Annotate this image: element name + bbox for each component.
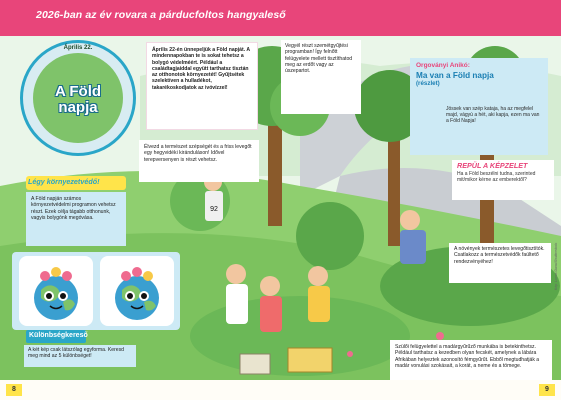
earth-character-icon	[100, 256, 174, 326]
poem-text: Jössek van szép kataja, ha az megfelel majd, vágyú a hét, aki kapja, ezen ma van a Föld Napja!	[446, 106, 540, 125]
poem-author: Orgoványi Anikó:	[416, 62, 470, 69]
puzzle-image-left[interactable]	[19, 256, 93, 326]
footer	[0, 380, 561, 400]
environmentalist-title: Légy környezetvédő!	[28, 177, 100, 186]
badge-title: A Föld napja	[54, 83, 102, 116]
cleanup-info-box: Vegyél részt szemétgyűjtési programban! Így felnőtt felügyelete mellett tisztíthatod meg az erdőt vagy az úszepartot.	[281, 40, 361, 114]
banner-title: 2026-ban az év rovara a párducfoltos hangyaleső	[36, 9, 286, 21]
poem-title: Ma van a Föld napja	[416, 71, 494, 81]
imagination-box	[452, 160, 554, 200]
bird-ringing-box: Szülői felügyelettel a madárgyűrűző munkába is betekinthetsz. Például tarthatsz a kezedben olyan fecskét, amelynek a lábára Afrikában helyeztek azonosító fémgyűrűt. Ebből megtudhatják a madár vonulási szokásait, a korát, a neme és a tömege.	[390, 340, 552, 394]
runner-bib-number: 92	[210, 206, 218, 213]
badge-date: Április 22.	[63, 45, 93, 51]
imagination-title: REPÜL A KÉPZELET	[457, 161, 528, 170]
page-number-right: 9	[539, 384, 555, 396]
poem-note: (részlet)	[416, 80, 440, 88]
puzzle-image-right[interactable]	[100, 256, 174, 326]
environmentalist-text: A Föld napján számos környezetvédelmi programon vehetsz részt. Ezek célja tágabb otthonunk, vagyis bolygónk megóvása.	[26, 192, 126, 246]
earth-character-icon	[19, 256, 93, 326]
tree-planting-box: A növények természetes levegőtisztítók. Csatlakozz a természetvédők faültető rendezvényéhez!	[449, 243, 551, 283]
image-credit: Kép: Lovas Dana/Shutterstock	[554, 242, 558, 290]
april-info-box: Április 22-én ünnepeljük a Föld napját. A mindennapokban te is sokat tehetsz a bolygó védelméért. Például a családtagjaiddal együtt tarthatsz tisztán az otthonotok környezetét! Gyűjtsétek szelektíven a hulladékot, takarékoskodjatok az ivóvízzel!	[146, 42, 258, 130]
page-number-left: 8	[6, 384, 22, 396]
difference-title: Különbségkereső	[29, 332, 88, 339]
poem-box	[410, 58, 548, 155]
hiking-info-box: Élvezd a természet szépségét és a friss levegőt egy hegyvidéki kiránduláson! Idővel terepversenyen is részt vehetsz.	[139, 140, 259, 182]
difference-instructions: A két kép csak látszólag egyforma. Keresd meg mind az 5 különbséget!	[24, 345, 136, 367]
imagination-text: Ha a Föld beszélni tudna, szerinted mit/mikor kérne az emberektől?	[457, 171, 536, 184]
